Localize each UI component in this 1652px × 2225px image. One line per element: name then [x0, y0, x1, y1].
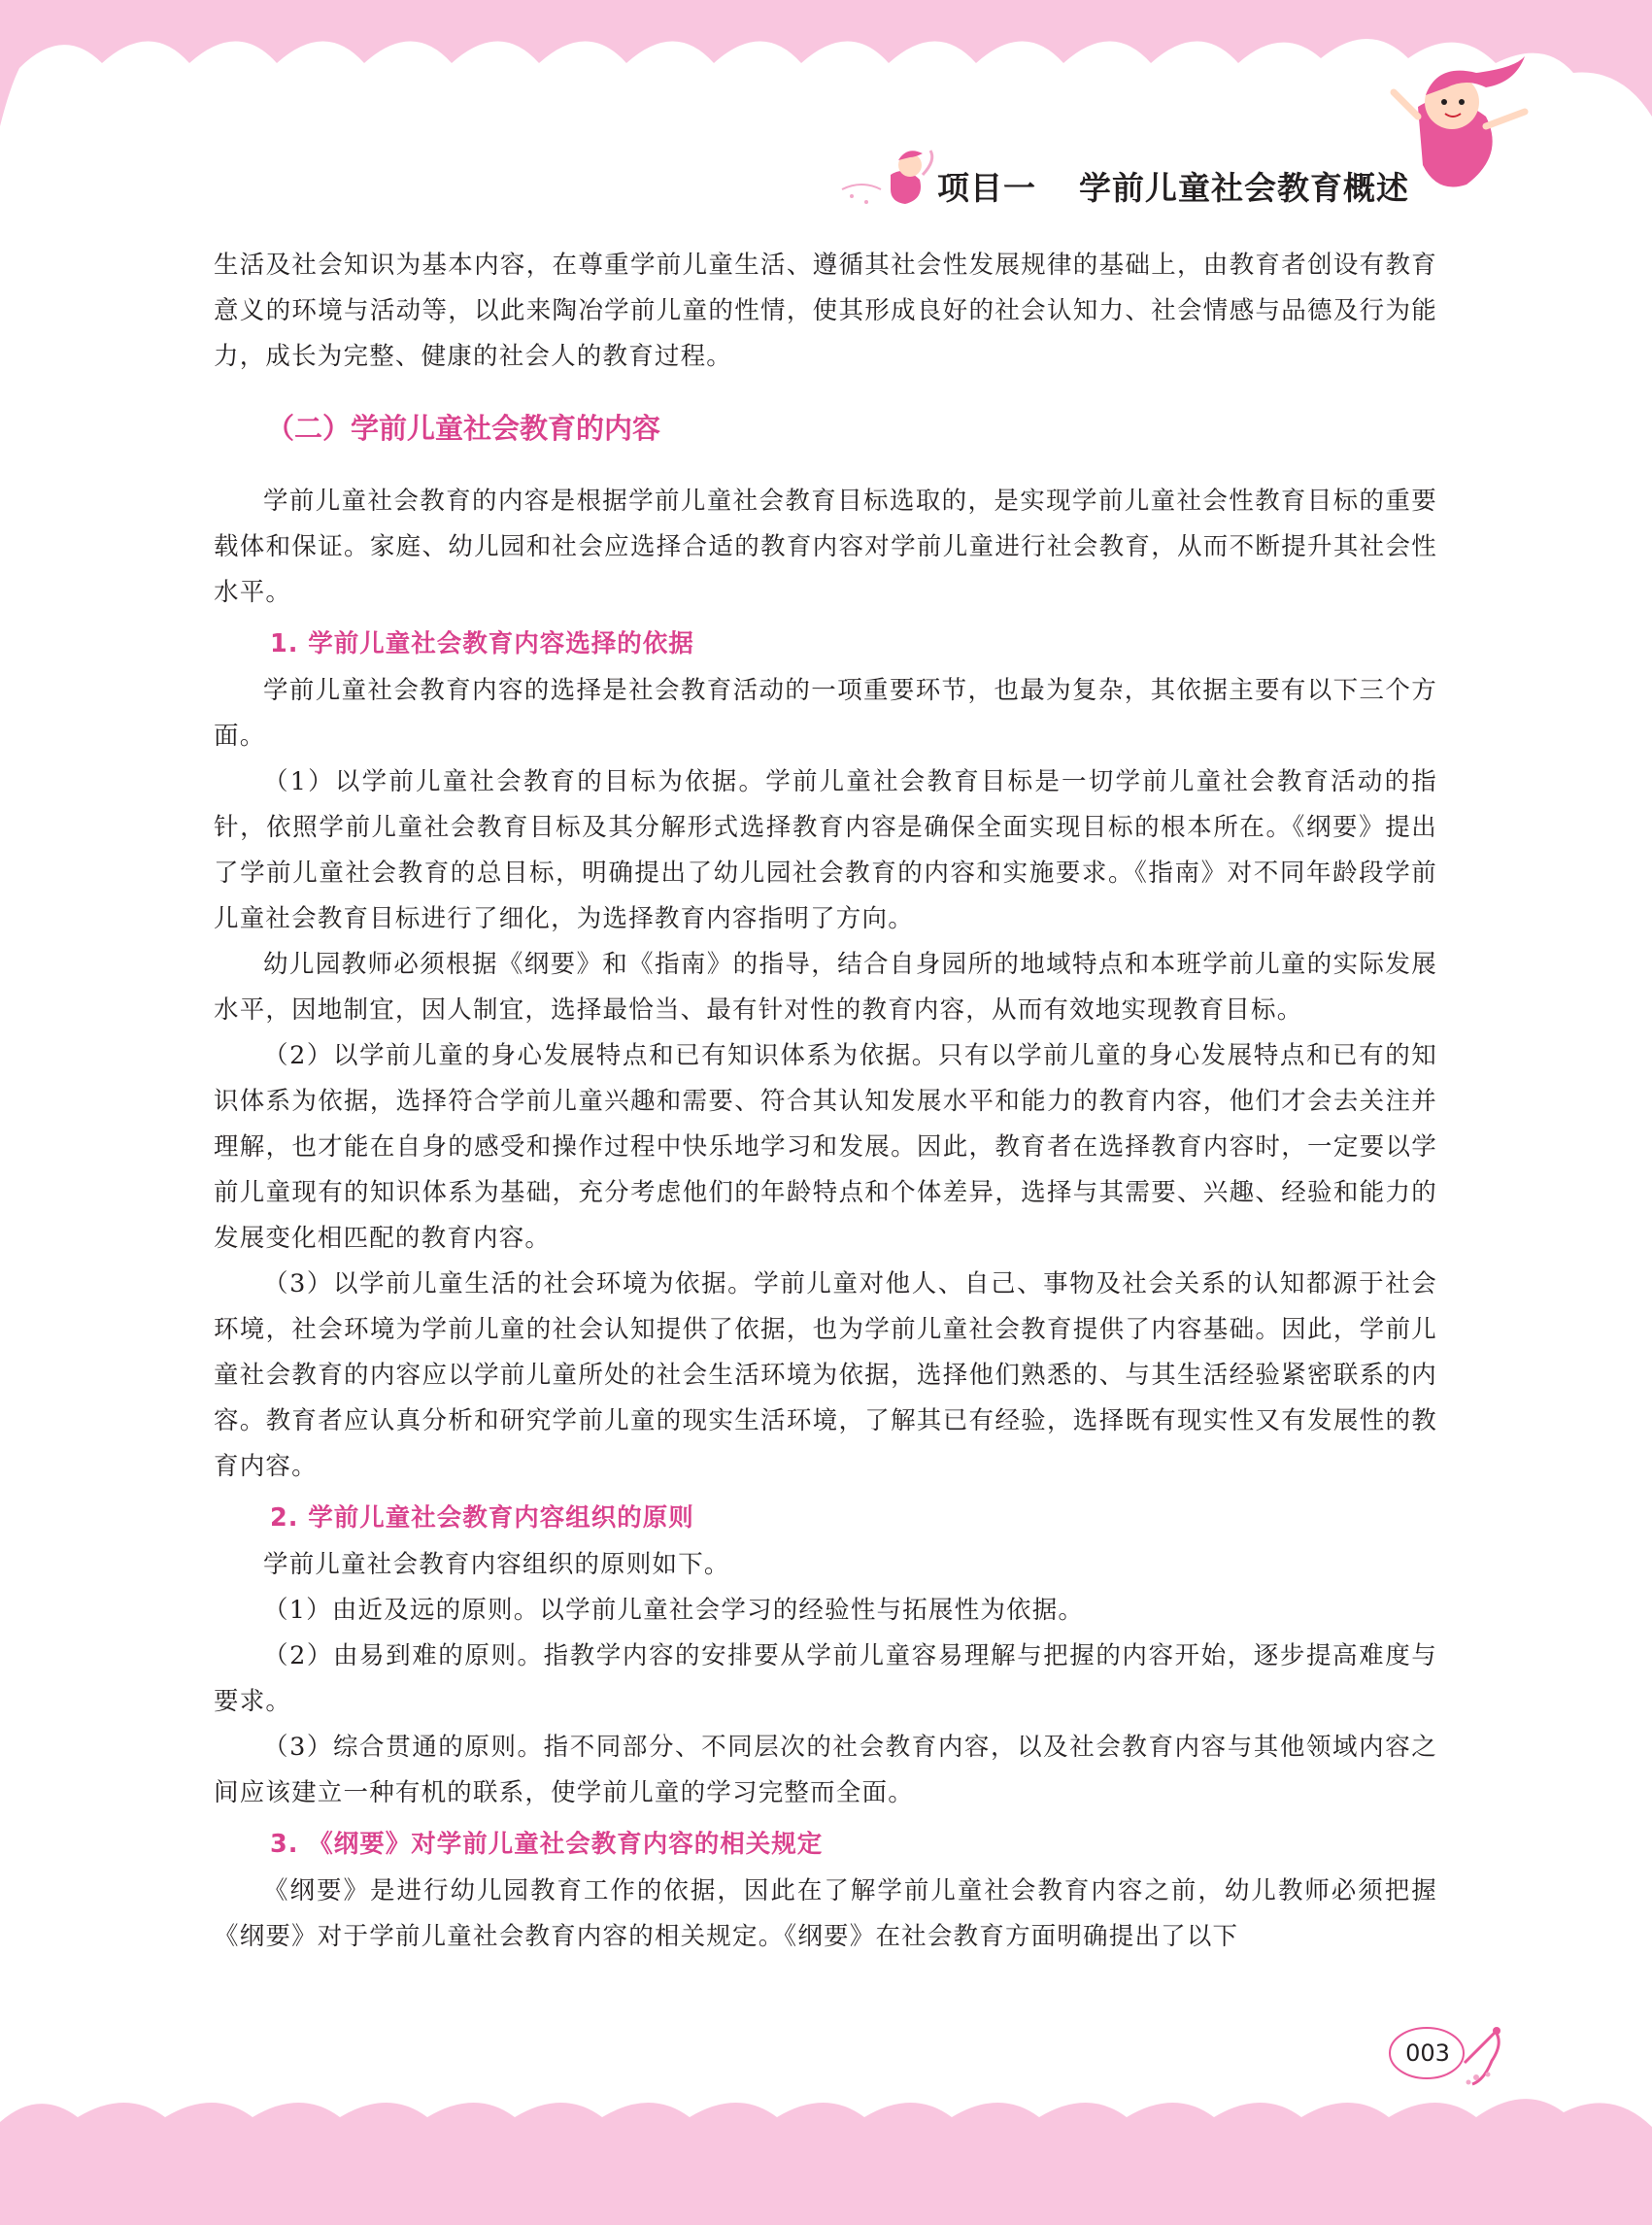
- subsection-heading: 2. 学前儿童社会教育内容组织的原则: [270, 1503, 694, 1533]
- paragraph: 学前儿童社会教育内容组织的原则如下。: [263, 1550, 730, 1579]
- page-number: 003: [1405, 2040, 1450, 2067]
- subsection-heading: 3. 《纲要》对学前儿童社会教育内容的相关规定: [270, 1830, 824, 1859]
- paragraph: （3）以学前儿童生活的社会环境为依据。学前儿童对他人、自己、事物及社会关系的认知都源于社会环境，社会环境为学前儿童的社会认知提供了依据，也为学前儿童社会教育提供了内容基础。因此，学前儿童社会教育的内容应以学前儿童所处的社会生活环境为依据，选择他们熟悉的、与其生活经验紧密联系的内容。教育者应认真分析和研究学前儿童的现实生活环境，了解其已有经验，选择既有现实性又有发展性的教育内容。: [214, 1269, 1437, 1481]
- paragraph: （1）以学前儿童社会教育的目标为依据。学前儿童社会教育目标是一切学前儿童社会教育活动的指针，依照学前儿童社会教育目标及其分解形式选择教育内容是确保全面实现目标的根本所在。《纲要》提出了学前儿童社会教育的总目标，明确提出了幼儿园社会教育的内容和实施要求。《指南》对不同年龄段学前儿童社会教育目标进行了细化，为选择教育内容指明了方向。: [214, 767, 1437, 933]
- paragraph: （2）以学前儿童的身心发展特点和已有知识体系为依据。只有以学前儿童的身心发展特点和已有的知识体系为依据，选择符合学前儿童兴趣和需要、符合其认知发展水平和能力的教育内容，他们才会去关注并理解，也才能在自身的感受和操作过程中快乐地学习和发展。因此，教育者在选择教育内容时，一定要以学前儿童现有的知识体系为基础，充分考虑他们的年龄特点和个体差异，选择与其需要、兴趣、经验和能力的发展变化相匹配的教育内容。: [214, 1041, 1437, 1253]
- header-project-label: 项目一: [937, 169, 1036, 207]
- paragraph: 生活及社会知识为基本内容，在尊重学前儿童生活、遵循其社会性发展规律的基础上，由教育者创设有教育意义的环境与活动等，以此来陶冶学前儿童的性情，使其形成良好的社会认知力、社会情感与品德及行为能力，成长为完整、健康的社会人的教育过程。: [214, 251, 1437, 371]
- running-header: [937, 163, 1409, 209]
- bottom-scallop-band: [0, 2088, 1652, 2225]
- page-body-text: [214, 243, 1437, 1960]
- paragraph: （1）由近及远的原则。以学前儿童社会学习的经验性与拓展性为依据。: [263, 1596, 1085, 1625]
- paragraph: 幼儿园教师必须根据《纲要》和《指南》的指导，结合自身园所的地域特点和本班学前儿童的实际发展水平，因地制宜，因人制宜，选择最恰当、最有针对性的教育内容，从而有效地实现教育目标。: [214, 950, 1437, 1025]
- paragraph: 《纲要》是进行幼儿园教育工作的依据，因此在了解学前儿童社会教育内容之前，幼儿教师必须把握《纲要》对于学前儿童社会教育内容的相关规定。《纲要》在社会教育方面明确提出了以下: [214, 1876, 1437, 1951]
- paragraph: （2）由易到难的原则。指教学内容的安排要从学前儿童容易理解与把握的内容开始，逐步提高难度与要求。: [214, 1641, 1437, 1716]
- header-chapter-title: 学前儿童社会教育概述: [1079, 169, 1409, 207]
- paragraph: 学前儿童社会教育的内容是根据学前儿童社会教育目标选取的，是实现学前儿童社会性教育目标的重要载体和保证。家庭、幼儿园和社会应选择合适的教育内容对学前儿童进行社会教育，从而不断提升其社会性水平。: [214, 487, 1437, 607]
- paragraph: 学前儿童社会教育内容的选择是社会教育活动的一项重要环节，也最为复杂，其依据主要有以下三个方面。: [214, 676, 1437, 751]
- small-fairy-icon: [837, 136, 944, 214]
- section-heading: （二）学前儿童社会教育的内容: [266, 412, 661, 445]
- subsection-heading: 1. 学前儿童社会教育内容选择的依据: [270, 629, 694, 658]
- paragraph: （3）综合贯通的原则。指不同部分、不同层次的社会教育内容，以及社会教育内容与其他领域内容之间应该建立一种有机的联系，使学前儿童的学习完整而全面。: [214, 1733, 1437, 1807]
